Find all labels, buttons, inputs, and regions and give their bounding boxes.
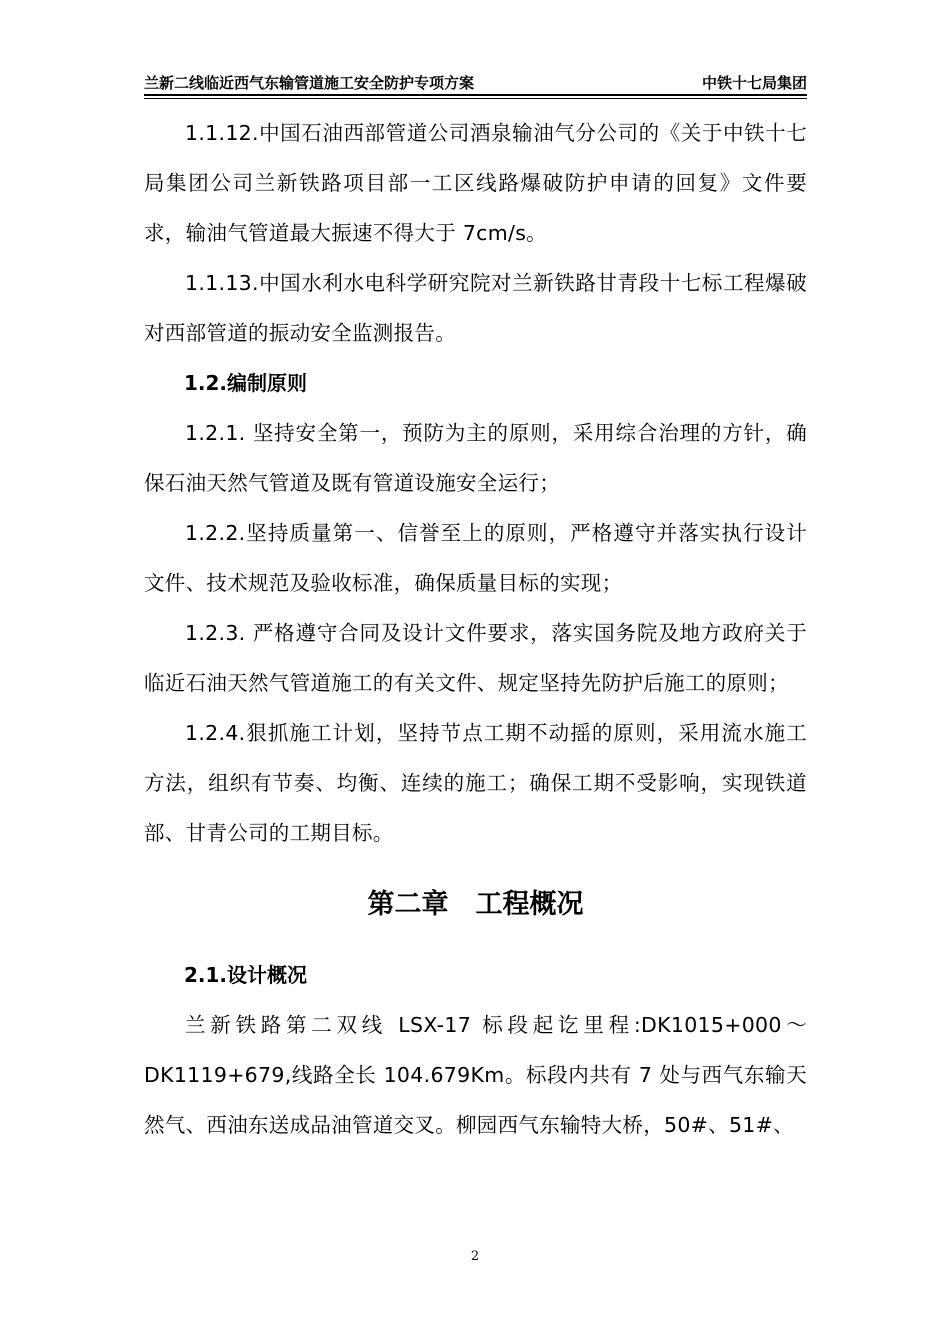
paragraph-2-1: 兰新铁路第二双线 LSX-17 标段起讫里程:DK1015+000～DK1119+679,线路全长 104.679Km。标段内共有 7 处与西气东输天然气、西油东送成品油管道交叉。柳园西气东输特大桥，50#、51#、 — [144, 1013, 807, 1137]
header-rule-thin — [144, 98, 807, 99]
paragraph-1-2-1: 1.2.1. 坚持安全第一，预防为主的原则，采用综合治理的方针，确保石油天然气管道及既有管道设施安全运行； — [144, 421, 807, 495]
paragraph-1-2-2: 1.2.2.坚持质量第一、信誉至上的原则，严格遵守并落实执行设计文件、技术规范及验收标准，确保质量目标的实现； — [144, 521, 807, 595]
paragraph-1-1-12: 1.1.12.中国石油西部管道公司酒泉输油气分公司的《关于中铁十七局集团公司兰新铁路项目部一工区线路爆破防护申请的回复》文件要求，输油气管道最大振速不得大于 7cm/s。 — [144, 121, 807, 245]
header-document-title: 兰新二线临近西气东输管道施工安全防护专项方案 — [144, 74, 475, 92]
chapter-title: 第二章 工程概况 — [367, 889, 584, 920]
page-number: 2 — [470, 1249, 480, 1264]
page-header — [144, 66, 807, 94]
paragraph-1-2-4: 1.2.4.狠抓施工计划，坚持节点工期不动摇的原则，采用流水施工方法，组织有节奏、均衡、连续的施工；确保工期不受影响，实现铁道部、甘青公司的工期目标。 — [144, 721, 807, 845]
header-rule-thick — [144, 94, 807, 96]
paragraph-1-2-3: 1.2.3. 严格遵守合同及设计文件要求，落实国务院及地方政府关于临近石油天然气管道施工的有关文件、规定坚持先防护后施工的原则； — [144, 621, 807, 695]
header-company-name: 中铁十七局集团 — [701, 74, 807, 92]
page-body — [144, 108, 807, 1150]
section-heading-2-1: 2.1.设计概况 — [184, 963, 308, 987]
section-heading-1-2: 1.2.编制原则 — [184, 371, 308, 395]
paragraph-1-1-13: 1.1.13.中国水利水电科学研究院对兰新铁路甘青段十七标工程爆破对西部管道的振动安全监测报告。 — [144, 271, 807, 345]
